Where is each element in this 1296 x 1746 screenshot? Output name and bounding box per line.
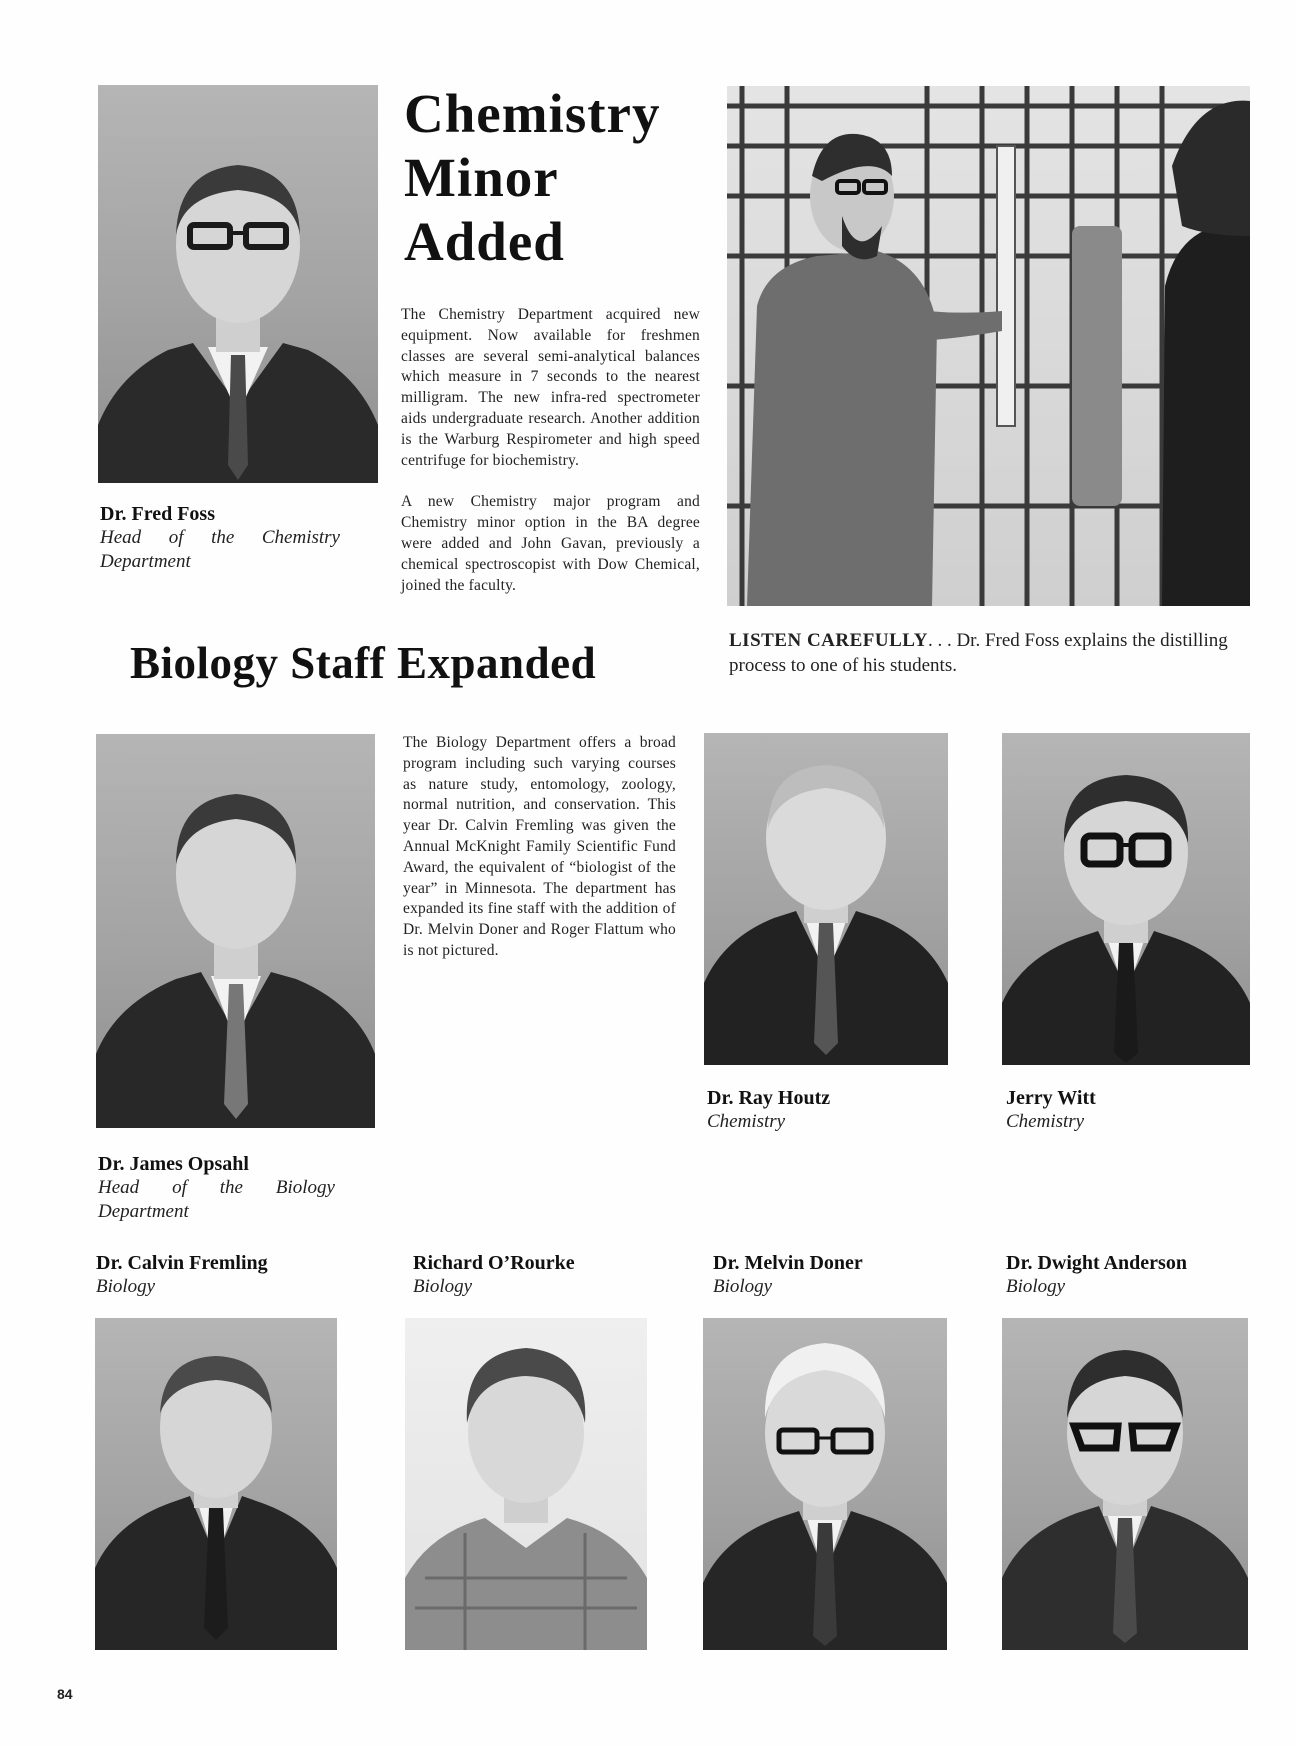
chemistry-headline xyxy=(404,82,660,274)
dwight-anderson-name: Dr. Dwight Anderson xyxy=(1006,1252,1187,1274)
chemistry-paragraph-1: The Chemistry Department acquired new equipment. Now available for freshmen classes are several semi-analytical balances which measure in 7 seconds to the nearest milligram. The new infra-red spectrometer aids undergraduate research. Another addition is the Warburg Respirometer and high speed centrifuge for biochemistry. xyxy=(401,306,700,469)
james-opsahl-caption xyxy=(98,1152,335,1224)
portrait-ray-houtz xyxy=(704,733,948,1065)
chemistry-headline-line3: Added xyxy=(404,211,565,272)
ray-houtz-name: Dr. Ray Houtz xyxy=(707,1087,831,1109)
portrait-james-opsahl xyxy=(96,734,375,1128)
biology-headline: Biology Staff Expanded xyxy=(130,638,597,688)
richard-orourke-caption xyxy=(413,1251,673,1299)
portrait-melvin-doner xyxy=(703,1318,947,1650)
dwight-anderson-caption xyxy=(1006,1251,1266,1299)
chemistry-article xyxy=(401,305,700,596)
calvin-fremling-caption xyxy=(96,1251,356,1299)
portrait-jerry-witt xyxy=(1002,733,1250,1065)
richard-orourke-name: Richard O’Rourke xyxy=(413,1252,575,1274)
richard-orourke-role: Biology xyxy=(413,1276,473,1297)
page-number: 84 xyxy=(57,1686,73,1702)
fred-foss-name: Dr. Fred Foss xyxy=(100,503,215,525)
calvin-fremling-name: Dr. Calvin Fremling xyxy=(96,1252,268,1274)
calvin-fremling-role: Biology xyxy=(96,1276,156,1297)
lab-caption-lead: LISTEN CAREFULLY xyxy=(729,630,928,651)
lab-photo-caption xyxy=(729,628,1249,678)
jerry-witt-role: Chemistry xyxy=(1006,1111,1085,1132)
ray-houtz-role: Chemistry xyxy=(707,1111,786,1132)
lab-photo xyxy=(727,86,1250,606)
melvin-doner-name: Dr. Melvin Doner xyxy=(713,1252,863,1274)
biology-paragraph: The Biology Department offers a broad program including such varying courses as nature study, entomology, zoology, normal nutrition, and conservation. This year Dr. Calvin Fremling was given the Annual McKnight Family Scientific Fund Award, the equivalent of “biologist of the year” in Minnesota. The department has expanded its fine staff with the addition of Dr. Melvin Doner and Roger Flattum who is not pictured. xyxy=(403,734,676,959)
james-opsahl-name: Dr. James Opsahl xyxy=(98,1153,249,1175)
jerry-witt-name: Jerry Witt xyxy=(1006,1087,1096,1109)
lab-caption-text: . . . Dr. Fred Foss explains the distilling process to one of his students. xyxy=(729,630,1228,676)
chemistry-paragraph-2: A new Chemistry major program and Chemistry minor option in the BA degree were added and John Gavan, previously a chemical spectroscopist with Dow Chemical, joined the faculty. xyxy=(401,493,700,594)
melvin-doner-caption xyxy=(713,1251,973,1299)
fred-foss-role: Head of the Chemistry Department xyxy=(100,527,340,572)
james-opsahl-role: Head of the Biology Department xyxy=(98,1177,335,1222)
chemistry-headline-line1: Chemistry xyxy=(404,83,661,144)
ray-houtz-caption xyxy=(707,1086,947,1134)
jerry-witt-caption xyxy=(1006,1086,1246,1134)
fred-foss-caption xyxy=(100,502,340,574)
portrait-fred-foss xyxy=(98,85,378,483)
biology-article xyxy=(403,733,676,962)
melvin-doner-role: Biology xyxy=(713,1276,773,1297)
chemistry-headline-line2: Minor xyxy=(404,147,559,208)
portrait-richard-orourke xyxy=(405,1318,647,1650)
portrait-calvin-fremling xyxy=(95,1318,337,1650)
dwight-anderson-role: Biology xyxy=(1006,1276,1066,1297)
portrait-dwight-anderson xyxy=(1002,1318,1248,1650)
